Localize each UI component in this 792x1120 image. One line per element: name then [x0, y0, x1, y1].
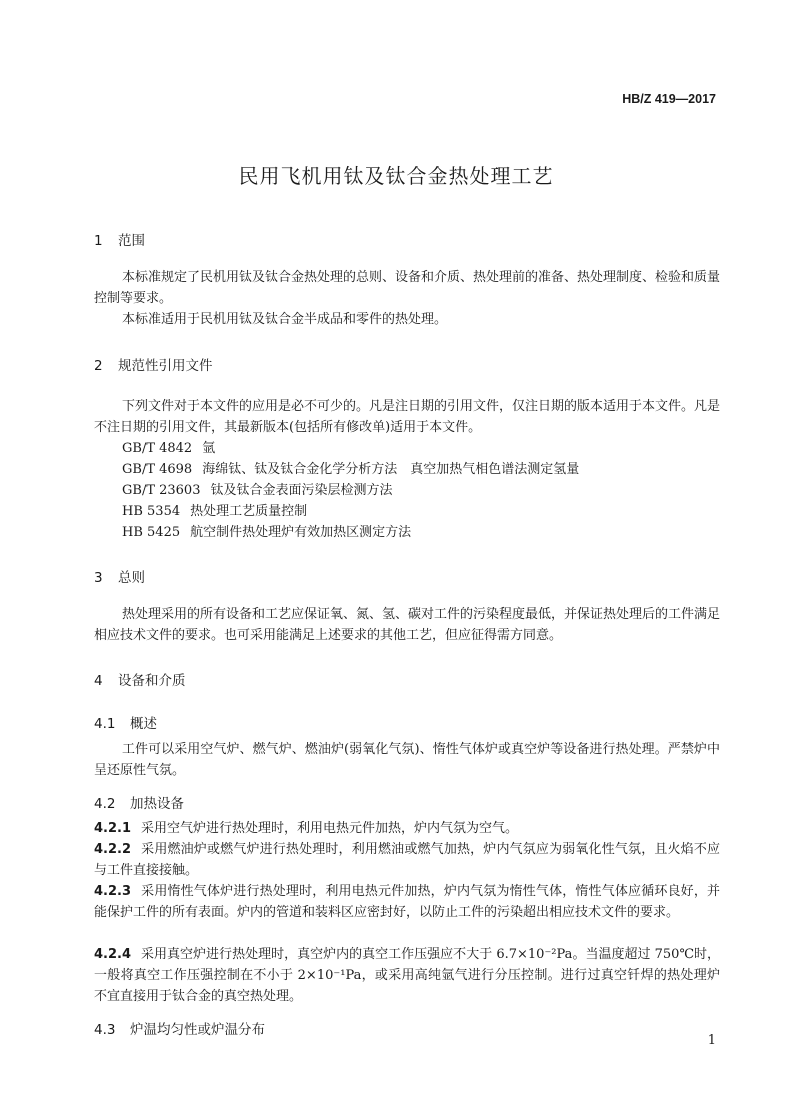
reference-title: 海绵钛、钛及钛合金化学分析方法 真空加热气相色谱法测定氢量 [202, 462, 580, 477]
clause-text: 采用燃油炉或燃气炉进行热处理时，利用燃油或燃气加热，炉内气氛应为弱氧化性气氛，且火焰不应与工件直接接触。 [94, 842, 720, 878]
normative-reference [122, 438, 215, 459]
clause-number: 4.2.2 [94, 842, 132, 857]
reference-code: HB 5425 [122, 525, 181, 540]
reference-code: GB/T 23603 [122, 483, 201, 498]
reference-title: 氩 [202, 441, 216, 456]
section-number: 3 [94, 570, 103, 586]
normative-reference [122, 501, 307, 522]
clause-text: 采用惰性气体炉进行热处理时，利用电热元件加热，炉内气氛为惰性气体，惰性气体应循环良好，并能保护工件的所有表面。炉内的管道和装料区应密封好，以防止工件的污染超出相应技术文件的要求。 [94, 884, 720, 920]
normative-reference [122, 459, 579, 480]
clause-4-2-4 [94, 944, 720, 1007]
clause-text: 采用空气炉进行热处理时，利用电热元件加热，炉内气氛为空气。 [141, 821, 519, 836]
reference-title: 钛及钛合金表面污染层检测方法 [210, 483, 393, 498]
section-title: 规范性引用文件 [118, 358, 213, 374]
subsection-number: 4.1 [94, 716, 116, 732]
clause-4-2-3 [94, 881, 720, 923]
subsection-4-3-heading [94, 1018, 265, 1038]
section-title: 范围 [118, 233, 145, 249]
section-title: 总则 [118, 570, 145, 586]
clause-text: 采用真空炉进行热处理时，真空炉内的真空工作压强应不大于 6.7×10⁻²Pa。当温度超过 750℃时，一般将真空工作压强控制在不小于 2×10⁻¹Pa，或采用高纯氩气进行分压控制。进行过真空钎焊的热处理炉不宜直接用于钛合金的真空热处理。 [94, 947, 720, 1004]
section-number: 2 [94, 358, 103, 374]
section-1-paragraph-2: 本标准适用于民机用钛及钛合金半成品和零件的热处理。 [122, 312, 448, 327]
subsection-title: 概述 [130, 716, 157, 732]
reference-code: HB 5354 [122, 504, 181, 519]
section-3-heading [94, 566, 145, 586]
reference-title: 热处理工艺质量控制 [190, 504, 308, 519]
section-3-paragraph-1: 热处理采用的所有设备和工艺应保证氧、氮、氢、碳对工件的污染程度最低，并保证热处理后的工件满足相应技术文件的要求。也可采用能满足上述要求的其他工艺，但应征得需方同意。 [94, 607, 721, 643]
section-title: 设备和介质 [118, 673, 186, 689]
subsection-4-1-paragraph: 工件可以采用空气炉、燃气炉、燃油炉(弱氧化气氛)、惰性气体炉或真空炉等设备进行热处理。严禁炉中呈还原性气氛。 [94, 742, 720, 778]
subsection-4-2-heading [94, 792, 184, 812]
document-title: 民用飞机用钛及钛合金热处理工艺 [238, 164, 554, 188]
section-1-heading [94, 229, 145, 249]
clause-number: 4.2.3 [94, 884, 132, 899]
subsection-title: 加热设备 [130, 796, 184, 812]
subsection-title: 炉温均匀性或炉温分布 [130, 1022, 265, 1038]
page-number: 1 [707, 1033, 716, 1048]
section-2-heading [94, 354, 213, 374]
subsection-4-1-heading [94, 712, 157, 732]
subsection-number: 4.2 [94, 796, 116, 812]
section-number: 1 [94, 233, 103, 249]
section-2-paragraph-1: 下列文件对于本文件的应用是必不可少的。凡是注日期的引用文件，仅注日期的版本适用于本文件。凡是不注日期的引用文件，其最新版本(包括所有修改单)适用于本文件。 [94, 399, 721, 435]
normative-reference [122, 522, 411, 543]
reference-code: GB/T 4842 [122, 441, 193, 456]
reference-code: GB/T 4698 [122, 462, 193, 477]
section-4-heading [94, 669, 186, 689]
standard-code: HB/Z 419—2017 [622, 92, 716, 106]
section-number: 4 [94, 673, 103, 689]
reference-title: 航空制件热处理炉有效加热区测定方法 [190, 525, 412, 540]
clause-number: 4.2.4 [94, 947, 132, 962]
section-1-paragraph-1: 本标准规定了民机用钛及钛合金热处理的总则、设备和介质、热处理前的准备、热处理制度、检验和质量控制等要求。 [94, 270, 721, 306]
clause-4-2-2 [94, 839, 720, 881]
subsection-number: 4.3 [94, 1022, 116, 1038]
normative-reference [122, 480, 393, 501]
clause-number: 4.2.1 [94, 821, 132, 836]
clause-4-2-1 [94, 818, 720, 839]
